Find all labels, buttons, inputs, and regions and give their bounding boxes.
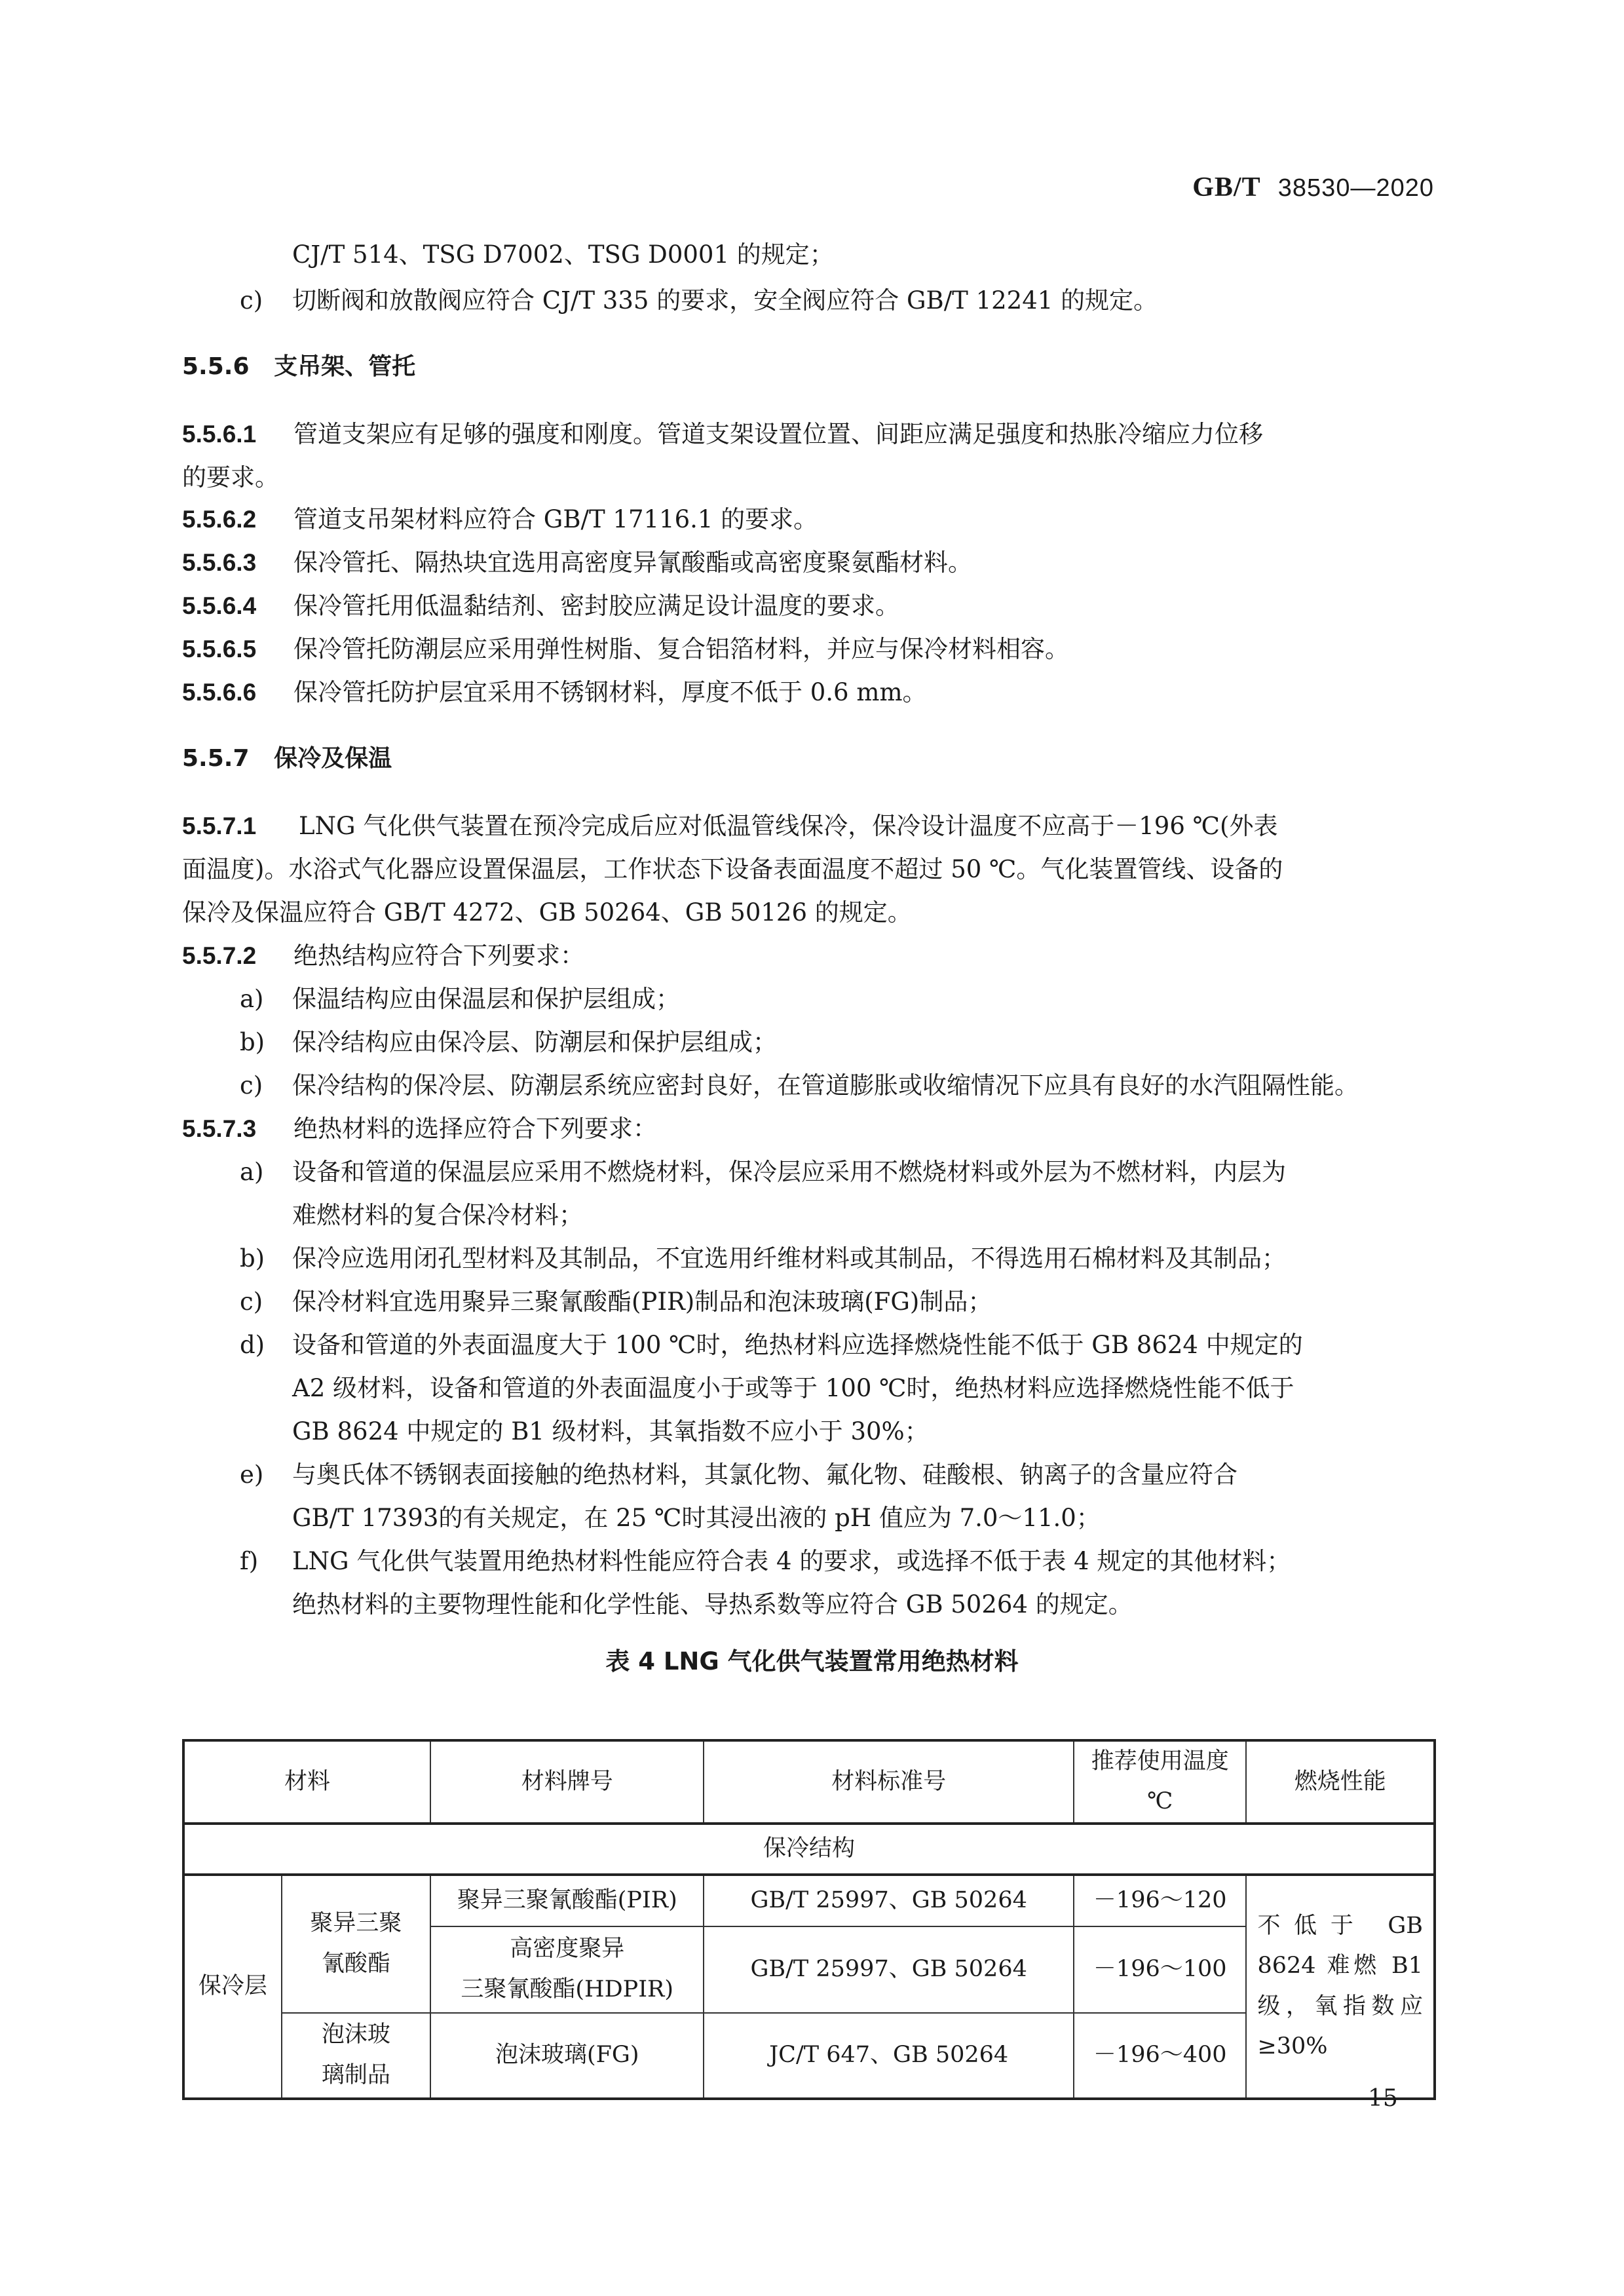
item-text: 保冷材料宜选用聚异三聚氰酸酯(PIR)制品和泡沫玻璃(FG)制品； xyxy=(292,1288,992,1316)
section-heading xyxy=(182,747,392,771)
list-item xyxy=(240,1246,1286,1271)
item-continuation: 难燃材料的复合保冷材料； xyxy=(292,1201,583,1229)
clause-number: 5.5.6.5 xyxy=(182,636,257,662)
grade-line: 高密度聚异 xyxy=(510,1936,625,1962)
item-text: 设备和管道的保温层应采用不燃烧材料，保冷层应采用不燃烧材料或外层为不燃材料，内层为 xyxy=(292,1158,1286,1186)
item-text: 与奥氏体不锈钢表面接触的绝热材料，其氯化物、氟化物、硅酸根、钠离子的含量应符合 xyxy=(292,1461,1237,1489)
item-text: 保冷结构的保冷层、防潮层系统应密封良好，在管道膨胀或收缩情况下应具有良好的水汽阻隔性能。 xyxy=(292,1071,1359,1100)
temperature-cell: －196～120 xyxy=(1074,1875,1246,1926)
temperature-cell: －196～400 xyxy=(1074,2013,1246,2099)
item-text: 保冷结构应由保冷层、防潮层和保护层组成； xyxy=(292,1028,777,1056)
continued-text: CJ/T 514、TSG D7002、TSG D0001 的规定； xyxy=(292,240,834,269)
item-continuation: GB 8624 中规定的 B1 级材料，其氧指数不应小于 30%； xyxy=(292,1417,929,1445)
material-group-line: 泡沫玻 xyxy=(321,2021,390,2048)
grade-cell: 聚异三聚氰酸酯(PIR) xyxy=(430,1875,704,1926)
standard-cell: GB/T 25997、GB 50264 xyxy=(704,1926,1074,2013)
grade-cell: 泡沫玻璃(FG) xyxy=(430,2013,704,2099)
clause-text: 保冷管托防潮层应采用弹性树脂、复合铝箔材料，并应与保冷材料相容。 xyxy=(293,635,1069,663)
clause xyxy=(182,422,1263,446)
combustion-cell: 不低于 GB 8624 难燃 B1 级，氧指数应≥30% xyxy=(1246,1875,1435,2099)
clause-number: 5.5.7.2 xyxy=(182,942,257,969)
clause-number: 5.5.6.4 xyxy=(182,592,257,619)
item-marker: c) xyxy=(240,1071,263,1100)
material-group-line: 氰酸酯 xyxy=(321,1950,390,1977)
material-group-line: 璃制品 xyxy=(321,2061,390,2088)
header-grade: 材料牌号 xyxy=(430,1740,704,1824)
item-text: LNG 气化供气装置用绝热材料性能应符合表 4 的要求，或选择不低于表 4 规定的其他材料； xyxy=(292,1547,1291,1575)
section-heading xyxy=(182,355,415,379)
item-marker: a) xyxy=(240,1158,264,1186)
item-marker: b) xyxy=(240,1028,265,1056)
list-item xyxy=(240,1160,1286,1184)
item-marker: b) xyxy=(240,1244,265,1272)
clause-text: 管道支架应有足够的强度和刚度。管道支架设置位置、间距应满足强度和热胀冷缩应力位移 xyxy=(293,420,1263,448)
list-item xyxy=(240,1073,1359,1098)
table-header-row xyxy=(183,1740,1435,1824)
item-text: 保温结构应由保温层和保护层组成； xyxy=(292,985,680,1013)
clause xyxy=(182,637,1069,661)
header-combustion: 燃烧性能 xyxy=(1246,1740,1435,1824)
section-number: 5.5.6 xyxy=(182,353,250,380)
clause xyxy=(182,680,927,704)
item-marker: f) xyxy=(240,1547,259,1575)
section-title-cell: 保冷结构 xyxy=(183,1824,1435,1875)
clause-text: 绝热材料的选择应符合下列要求： xyxy=(293,1115,657,1143)
standard-code xyxy=(1192,172,1434,203)
clause-text: LNG 气化供气装置在预冷完成后应对低温管线保冷，保冷设计温度不应高于－196 ℃(外表 xyxy=(299,812,1278,840)
list-item xyxy=(240,987,680,1011)
item-text: 切断阀和放散阀应符合 CJ/T 335 的要求，安全阀应符合 GB/T 12241 的规定。 xyxy=(292,286,1158,315)
item-continuation: 绝热材料的主要物理性能和化学性能、导热系数等应符合 GB 50264 的规定。 xyxy=(292,1590,1133,1618)
table-row xyxy=(183,1875,1435,1926)
section-title: 支吊架、管托 xyxy=(274,353,416,380)
clause xyxy=(182,1117,657,1141)
item-marker: c) xyxy=(240,286,263,315)
clause xyxy=(182,594,899,618)
item-text: 设备和管道的外表面温度大于 100 ℃时，绝热材料应选择燃烧性能不低于 GB 8624 中规定的 xyxy=(292,1331,1303,1359)
standard-prefix: GB/T xyxy=(1192,172,1261,202)
standard-cell: GB/T 25997、GB 50264 xyxy=(704,1875,1074,1926)
header-temperature-label: 推荐使用温度 xyxy=(1091,1748,1229,1774)
header-standard: 材料标准号 xyxy=(704,1740,1074,1824)
layer-cell: 保冷层 xyxy=(183,1875,282,2099)
item-marker: a) xyxy=(240,985,264,1013)
item-marker: d) xyxy=(240,1331,265,1359)
clause-number: 5.5.7.3 xyxy=(182,1115,257,1142)
item-continuation: A2 级材料，设备和管道的外表面温度小于或等于 100 ℃时，绝热材料应选择燃烧性能不低于 xyxy=(292,1374,1294,1402)
material-group-cell xyxy=(282,1875,430,2013)
list-item xyxy=(240,1030,777,1054)
clause-text: 保冷管托防护层宜采用不锈钢材料，厚度不低于 0.6 mm。 xyxy=(293,678,927,706)
list-item xyxy=(240,1290,992,1314)
list-item xyxy=(240,288,1158,313)
item-continuation: GB/T 17393的有关规定，在 25 ℃时其浸出液的 pH 值应为 7.0～11.0； xyxy=(292,1504,1101,1532)
item-marker: c) xyxy=(240,1288,263,1316)
temperature-cell: －196～100 xyxy=(1074,1926,1246,2013)
clause-text: 保冷管托用低温黏结剂、密封胶应满足设计温度的要求。 xyxy=(293,592,899,620)
header-temperature xyxy=(1074,1740,1246,1824)
header-temperature-unit: ℃ xyxy=(1147,1788,1173,1815)
clause-number: 5.5.6.2 xyxy=(182,506,257,533)
clause-number: 5.5.7.1 xyxy=(182,813,257,839)
list-item xyxy=(240,1463,1237,1487)
clause xyxy=(182,814,1277,838)
clause-continuation: 保冷及保温应符合 GB/T 4272、GB 50264、GB 50126 的规定。 xyxy=(182,898,912,927)
header-material: 材料 xyxy=(183,1740,430,1824)
table-caption: 表 4 LNG 气化供气装置常用绝热材料 xyxy=(605,1647,1019,1675)
section-number: 5.5.7 xyxy=(182,745,250,772)
clause-number: 5.5.6.3 xyxy=(182,549,257,576)
clause-text: 绝热结构应符合下列要求： xyxy=(293,942,584,970)
item-text: 保冷应选用闭孔型材料及其制品，不宜选用纤维材料或其制品，不得选用石棉材料及其制品； xyxy=(292,1244,1286,1272)
standard-cell: JC/T 647、GB 50264 xyxy=(704,2013,1074,2099)
clause-text: 管道支吊架材料应符合 GB/T 17116.1 的要求。 xyxy=(293,505,818,533)
standard-number: 38530—2020 xyxy=(1277,174,1434,202)
table-section-row xyxy=(183,1824,1435,1875)
insulation-materials-table xyxy=(182,1739,1436,2100)
clause-number: 5.5.6.1 xyxy=(182,421,257,448)
clause xyxy=(182,944,584,968)
page-number: 15 xyxy=(1368,2085,1398,2112)
clause xyxy=(182,507,818,531)
item-marker: e) xyxy=(240,1461,264,1489)
list-item xyxy=(240,1549,1291,1573)
clause-continuation: 面温度)。水浴式气化器应设置保温层，工作状态下设备表面温度不超过 50 ℃。气化装置管线、设备的 xyxy=(182,855,1283,883)
clause-number: 5.5.6.6 xyxy=(182,679,257,706)
material-group-line: 聚异三聚 xyxy=(310,1910,402,1937)
clause-continuation: 的要求。 xyxy=(182,463,279,491)
grade-cell xyxy=(430,1926,704,2013)
material-group-cell xyxy=(282,2013,430,2099)
grade-line: 三聚氰酸酯(HDPIR) xyxy=(461,1976,674,2002)
clause xyxy=(182,550,972,575)
clause-text: 保冷管托、隔热块宜选用高密度异氰酸酯或高密度聚氨酯材料。 xyxy=(293,548,972,577)
section-title: 保冷及保温 xyxy=(274,745,392,772)
list-item xyxy=(240,1333,1303,1357)
